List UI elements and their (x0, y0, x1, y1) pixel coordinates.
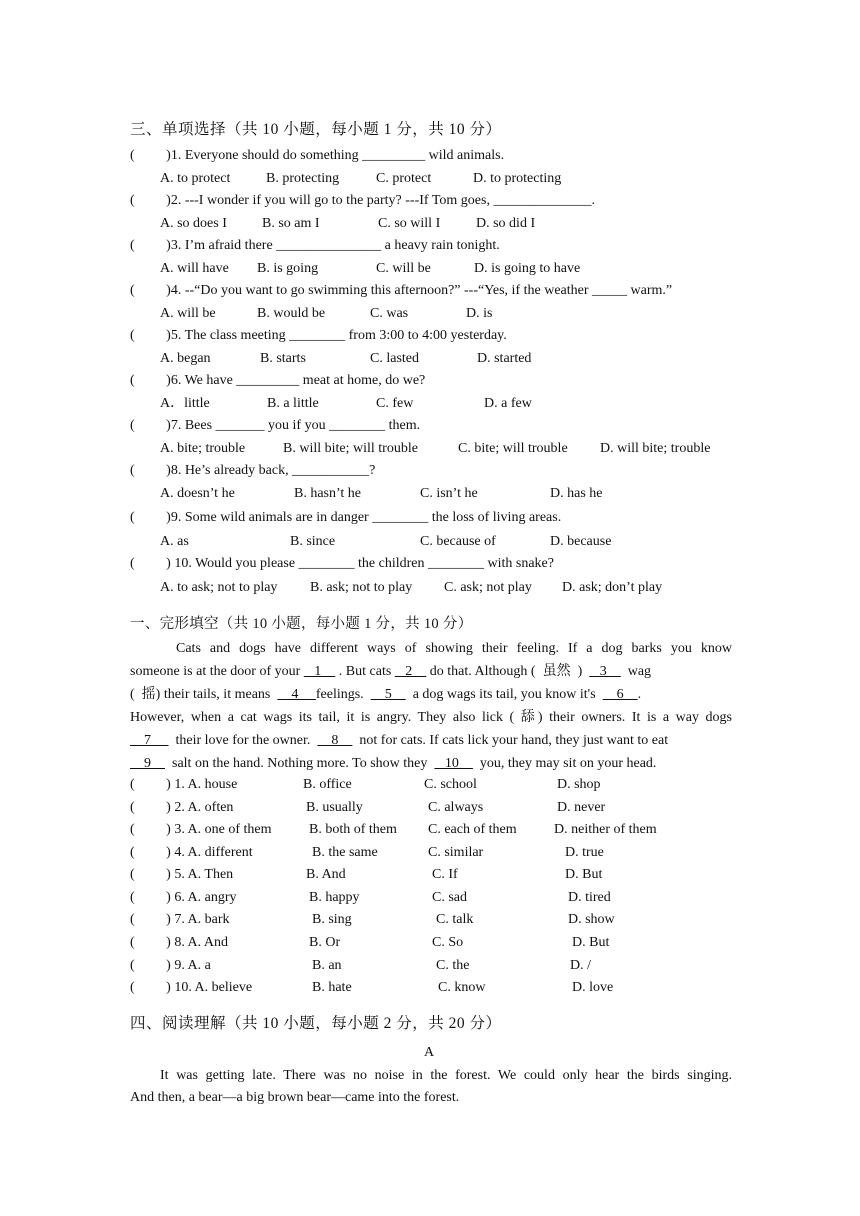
answer-option: C. lasted (370, 351, 419, 366)
cloze-option: D. / (570, 958, 591, 973)
cloze-item-number-option-a: ( ) 4. A. different (130, 845, 253, 860)
cloze-blank: 1 (303, 664, 336, 679)
cloze-text: you, they may sit on your head. (472, 756, 657, 771)
section-heading-reading: 四、阅读理解（共 10 小题，每小题 2 分，共 20 分） (130, 1015, 502, 1032)
cloze-item-number-option-a: ( ) 3. A. one of them (130, 822, 272, 837)
answer-option: C. ask; not play (444, 580, 532, 595)
cloze-item-number-option-a: ( ) 10. A. believe (130, 980, 253, 995)
cloze-item-number-option-a: ( ) 8. A. And (130, 935, 228, 950)
answer-option: A. to ask; not to play (160, 580, 278, 595)
cloze-passage-line (130, 686, 641, 704)
cloze-text: their love for the owner. (168, 733, 318, 748)
question-stem: ( )5. The class meeting ________ from 3:00 to 4:00 yesterday. (130, 328, 507, 343)
cloze-item-number-option-a: ( ) 5. A. Then (130, 867, 234, 882)
cloze-blank: 5 (370, 687, 406, 702)
cloze-option: C. each of them (428, 822, 517, 837)
answer-option: D. a few (484, 396, 532, 411)
answer-option: A. so does I (160, 216, 227, 231)
cloze-option: B. an (312, 958, 342, 973)
cloze-text: feelings. (315, 687, 371, 702)
question-stem: ( )8. He’s already back, ___________? (130, 463, 376, 478)
cloze-option: D. never (557, 800, 606, 815)
answer-option: B. will bite; will trouble (283, 441, 418, 456)
cloze-item-number-option-a: ( ) 7. A. bark (130, 912, 230, 927)
cloze-blank: 6 (602, 687, 638, 702)
answer-option: D. started (477, 351, 532, 366)
question-stem: ( )2. ---I wonder if you will go to the party? ---If Tom goes, ______________. (130, 193, 595, 208)
answer-option: C. few (376, 396, 414, 411)
section-heading-cloze: 一、完形填空（共 10 小题，每小题 1 分，共 10 分） (130, 616, 473, 632)
answer-option: B. so am I (262, 216, 320, 231)
answer-option: A．little (160, 396, 210, 411)
cloze-blank: 8 (317, 733, 353, 748)
cloze-option: B. the same (312, 845, 378, 860)
answer-option: C. protect (376, 171, 432, 186)
cloze-option: D. show (568, 912, 615, 927)
cloze-option: B. office (303, 777, 352, 792)
answer-option: B. hasn’t he (294, 486, 362, 501)
cloze-option: C. sad (432, 890, 467, 905)
cloze-passage-line: Cats and dogs have different ways of showing their feeling. If a dog barks you know (176, 641, 732, 656)
answer-option: D. is going to have (474, 261, 581, 276)
answer-option: D. is (466, 306, 493, 321)
answer-option: A. bite; trouble (160, 441, 246, 456)
cloze-option: C. always (428, 800, 484, 815)
answer-option: D. to protecting (473, 171, 562, 186)
section-heading-single-choice: 三、单项选择（共 10 小题，每小题 1 分，共 10 分） (130, 121, 502, 138)
cloze-option: C. If (432, 867, 458, 882)
cloze-option: B. sing (312, 912, 352, 927)
question-stem: ( ) 10. Would you please ________ the children ________ with snake? (130, 556, 554, 571)
question-stem: ( )7. Bees _______ you if you ________ them. (130, 418, 421, 433)
cloze-option: D. love (572, 980, 614, 995)
cloze-text: . (637, 687, 642, 702)
answer-option: C. so will I (378, 216, 441, 231)
cloze-option: C. similar (428, 845, 484, 860)
answer-option: B. ask; not to play (310, 580, 413, 595)
answer-option: B. would be (257, 306, 326, 321)
cloze-item-number-option-a: ( ) 9. A. a (130, 958, 211, 973)
passage-label: A (424, 1045, 435, 1060)
cloze-option: C. the (436, 958, 470, 973)
answer-option: B. a little (267, 396, 319, 411)
answer-option: B. starts (260, 351, 306, 366)
cloze-blank: 3 (589, 664, 621, 679)
answer-option: C. isn’t he (420, 486, 478, 501)
answer-option: B. since (290, 534, 336, 549)
cloze-option: B. hate (312, 980, 352, 995)
cloze-option: C. know (438, 980, 486, 995)
cloze-blank: 10 (434, 756, 473, 771)
cloze-option: B. Or (309, 935, 341, 950)
cloze-passage-line (130, 755, 656, 773)
cloze-text: . But cats (335, 664, 395, 679)
answer-option: A. as (160, 534, 189, 549)
answer-option: D. ask; don’t play (562, 580, 663, 595)
cloze-option: C. school (424, 777, 477, 792)
answer-option: A. began (160, 351, 211, 366)
question-stem: ( )6. We have _________ meat at home, do we? (130, 373, 426, 388)
reading-passage-line: It was getting late. There was no noise in the forest. We could only hear the birds singing. (160, 1068, 732, 1083)
cloze-text: a dog wags its tail, you know it's (405, 687, 603, 702)
answer-option: A. will have (160, 261, 229, 276)
cloze-option: D. true (565, 845, 604, 860)
cloze-text: wag (620, 664, 652, 679)
answer-option: D. because (550, 534, 612, 549)
cloze-blank: 4 (277, 687, 316, 702)
cloze-text: do that. Although ( 虽然 ) (426, 664, 590, 679)
cloze-text: salt on the hand. Nothing more. To show they (165, 756, 435, 771)
answer-option: A. to protect (160, 171, 231, 186)
answer-option: D. has he (550, 486, 603, 501)
cloze-blank: 2 (394, 664, 427, 679)
cloze-passage-line: However, when a cat wags its tail, it is angry. They also lick ( 舔) their owners. It is a way dogs (130, 710, 732, 725)
answer-option: D. will bite; trouble (600, 441, 711, 456)
cloze-option: D. neither of them (554, 822, 657, 837)
cloze-option: D. tired (568, 890, 611, 905)
cloze-item-number-option-a: ( ) 6. A. angry (130, 890, 237, 905)
cloze-option: C. So (432, 935, 464, 950)
question-stem: ( )4. --“Do you want to go swimming this afternoon?” ---“Yes, if the weather _____ warm.” (130, 283, 673, 298)
question-stem: ( )1. Everyone should do something _________ wild animals. (130, 148, 505, 163)
cloze-option: B. usually (306, 800, 363, 815)
cloze-option: B. And (306, 867, 346, 882)
cloze-option: D. But (572, 935, 610, 950)
cloze-option: C. talk (436, 912, 474, 927)
cloze-text: not for cats. If cats lick your hand, they just want to eat (352, 733, 669, 748)
question-stem: ( )3. I’m afraid there _______________ a heavy rain tonight. (130, 238, 500, 253)
cloze-text: someone is at the door of your (130, 664, 304, 679)
cloze-option: D. shop (557, 777, 601, 792)
answer-option: B. is going (257, 261, 319, 276)
answer-option: A. will be (160, 306, 216, 321)
cloze-passage-line (130, 663, 651, 681)
reading-passage-line: And then, a bear—a big brown bear—came into the forest. (130, 1090, 460, 1105)
cloze-option: D. But (565, 867, 603, 882)
answer-option: C. because of (420, 534, 496, 549)
answer-option: A. doesn’t he (160, 486, 235, 501)
question-stem: ( )9. Some wild animals are in danger ________ the loss of living areas. (130, 510, 562, 525)
answer-option: B. protecting (266, 171, 340, 186)
answer-option: C. will be (376, 261, 431, 276)
cloze-option: B. happy (309, 890, 360, 905)
cloze-item-number-option-a: ( ) 1. A. house (130, 777, 238, 792)
cloze-blank: 7 (130, 733, 169, 748)
answer-option: D. so did I (476, 216, 536, 231)
cloze-passage-line (130, 732, 668, 750)
cloze-text: ( 摇) their tails, it means (130, 687, 278, 702)
answer-option: C. bite; will trouble (458, 441, 568, 456)
cloze-blank: 9 (130, 756, 165, 771)
cloze-option: B. both of them (309, 822, 397, 837)
cloze-item-number-option-a: ( ) 2. A. often (130, 800, 234, 815)
answer-option: C. was (370, 306, 409, 321)
